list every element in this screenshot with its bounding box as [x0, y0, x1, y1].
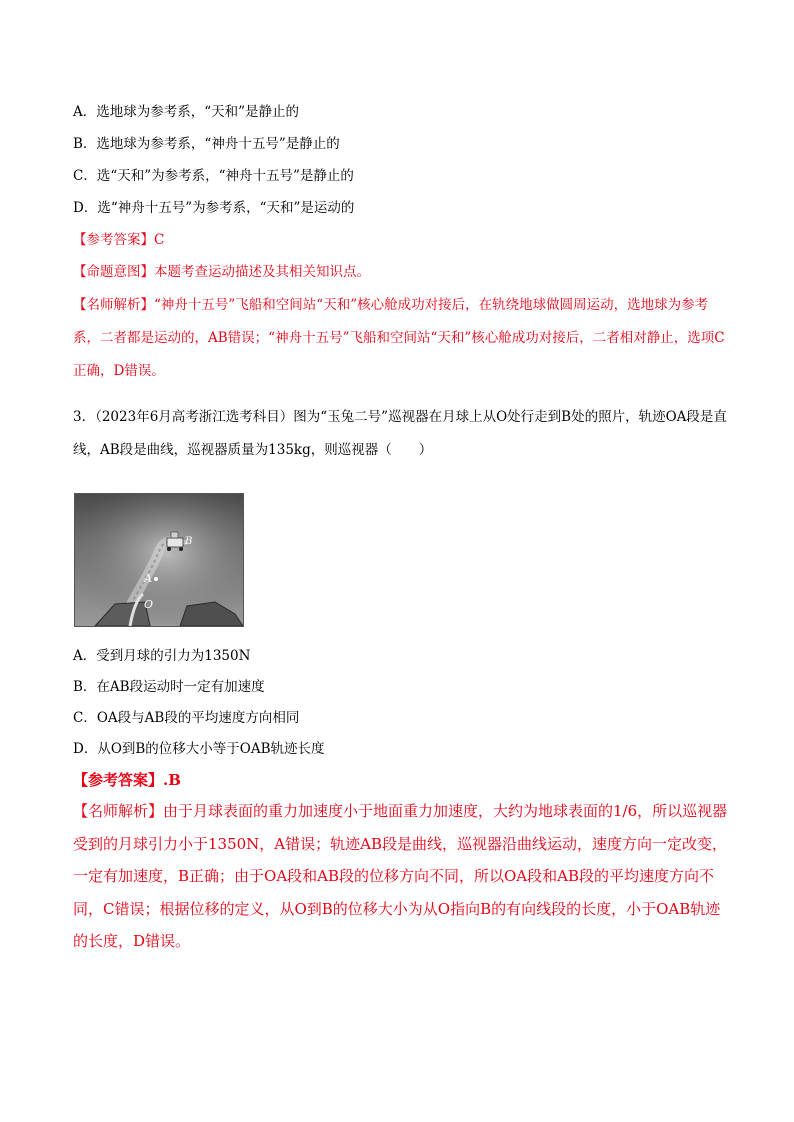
- q2-option-a: A．选地球为参考系，“天和”是静止的: [73, 104, 300, 120]
- q3-option-b: B．在AB段运动时一定有加速度: [73, 679, 265, 695]
- q2-option-c: C．选“天和”为参考系，“神舟十五号”是静止的: [73, 168, 354, 184]
- q3-option-a: A．受到月球的引力为1350N: [73, 648, 251, 664]
- label-b: B: [185, 536, 193, 547]
- q3-analysis: 【名师解析】由于月球表面的重力加速度小于地面重力加速度，大约为地球表面的1/6，所以巡视器受到的月球引力小于1350N，A错误；轨迹AB段是曲线，巡视器沿曲线运动，速度方向一定改变，一定有加速度，B正确；由于OA段和AB段的位移方向不同，所以OA段和AB段的平均速度方向不同，C错误；根据位移的定义，从O到B的位移大小为从O指向B的有向线段的长度，小于OAB轨迹的长度，D错误。: [73, 802, 728, 950]
- q2-intent: 【命题意图】本题考查运动描述及其相关知识点。: [73, 264, 370, 280]
- label-o: O: [144, 598, 154, 611]
- q2-option-d: D．选“神舟十五号”为参考系，“天和”是运动的: [73, 200, 355, 216]
- label-a: A: [144, 572, 152, 585]
- q3-option-c: C．OA段与AB段的平均速度方向相同: [73, 710, 300, 726]
- q2-answer: 【参考答案】C: [73, 232, 165, 248]
- q2-option-b: B．选地球为参考系，“神舟十五号”是静止的: [73, 136, 340, 152]
- q3-option-d: D．从O到B的位移大小等于OAB轨迹长度: [73, 741, 325, 757]
- rover-photo: [74, 493, 244, 627]
- q2-analysis: 【名师解析】“神舟十五号”飞船和空间站“天和”核心舱成功对接后，在轨绕地球做圆周运动，选地球为参考系，二者都是运动的，AB错误；“神舟十五号”飞船和空间站“天和”核心舱成功对接后，二者相对静止，选项C正确，D错误。: [73, 297, 725, 379]
- lunar-surface-image: [75, 494, 243, 626]
- q3-stem: 3．（2023年6月高考浙江选考科目）图为“玉兔二号”巡视器在月球上从O处行走到B处的照片，轨迹OA段是直线，AB段是曲线，巡视器质量为135kg，则巡视器（ ）: [73, 409, 727, 458]
- q3-answer: 【参考答案】.B: [73, 771, 181, 789]
